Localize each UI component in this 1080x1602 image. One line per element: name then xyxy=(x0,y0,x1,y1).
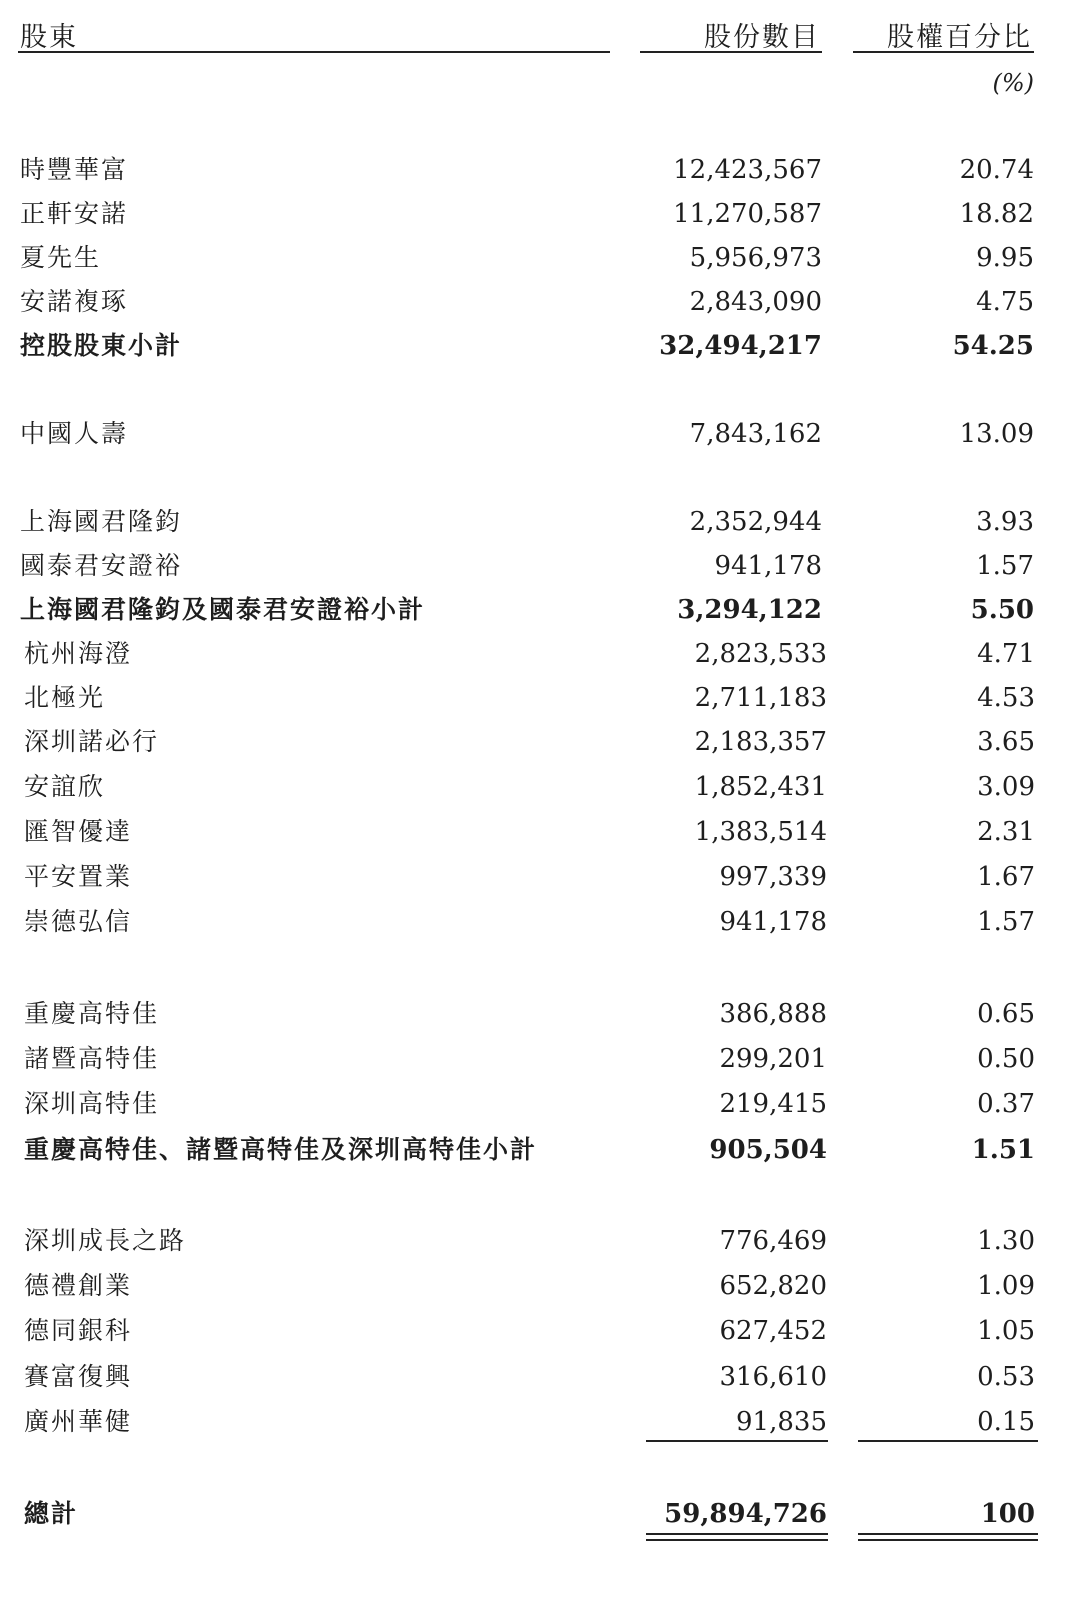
shareholder-name: 杭州海澄 xyxy=(24,639,133,668)
shareholder-name: 廣州華健 xyxy=(24,1407,133,1436)
subtotal-rule-percentage xyxy=(858,1440,1038,1442)
total-double-rule-shares-top xyxy=(646,1533,828,1535)
table-row xyxy=(0,194,1080,234)
shareholder-name: 德同銀科 xyxy=(24,1316,133,1345)
total-row xyxy=(0,1494,1080,1534)
percentage-value: 0.65 xyxy=(977,999,1035,1029)
table-row xyxy=(0,238,1080,278)
percentage-value: 4.71 xyxy=(977,639,1035,669)
shares-value: 2,352,944 xyxy=(689,507,822,537)
shareholder-name: 國泰君安證裕 xyxy=(20,551,183,580)
subtotal-shares: 3,294,122 xyxy=(677,595,822,625)
subtotal-row xyxy=(0,590,1080,630)
subtotal-row xyxy=(0,326,1080,366)
shareholder-name: 深圳諾必行 xyxy=(24,727,160,756)
percentage-value: 0.50 xyxy=(977,1044,1035,1074)
shareholder-name: 深圳高特佳 xyxy=(24,1089,160,1118)
percentage-value: 1.67 xyxy=(977,862,1035,892)
shareholder-name: 賽富復興 xyxy=(24,1362,133,1391)
percentage-value: 3.65 xyxy=(977,727,1035,757)
table-row xyxy=(0,1402,1080,1442)
shares-value: 12,423,567 xyxy=(673,155,822,185)
table-row xyxy=(0,150,1080,190)
table-row xyxy=(0,994,1080,1034)
shares-value: 1,852,431 xyxy=(694,772,827,802)
table-row xyxy=(0,1084,1080,1124)
shares-value: 2,843,090 xyxy=(689,287,822,317)
subtotal-rule-shares xyxy=(646,1440,828,1442)
shares-value: 2,711,183 xyxy=(694,683,827,713)
shareholder-name: 夏先生 xyxy=(20,243,102,272)
table-row xyxy=(0,1039,1080,1079)
table-row xyxy=(0,502,1080,542)
shareholder-name: 平安置業 xyxy=(24,862,133,891)
header-shares: 股份數目 xyxy=(704,22,820,53)
percentage-value: 9.95 xyxy=(976,243,1034,273)
shareholder-name: 中國人壽 xyxy=(20,419,129,448)
subtotal-percentage: 54.25 xyxy=(952,331,1034,361)
percentage-value: 0.53 xyxy=(977,1362,1035,1392)
shares-value: 776,469 xyxy=(719,1226,827,1256)
header-rule-shares xyxy=(640,51,822,53)
table-row xyxy=(0,282,1080,322)
total-double-rule-percentage-top xyxy=(858,1533,1038,1535)
table-row xyxy=(0,1221,1080,1261)
shareholder-name: 上海國君隆鈞 xyxy=(20,507,183,536)
table-row xyxy=(0,857,1080,897)
shares-value: 1,383,514 xyxy=(694,817,827,847)
percentage-unit: (%) xyxy=(992,69,1034,97)
percentage-value: 1.30 xyxy=(977,1226,1035,1256)
percentage-value: 4.75 xyxy=(976,287,1034,317)
table-row xyxy=(0,634,1080,674)
subtotal-percentage: 1.51 xyxy=(971,1135,1035,1165)
percentage-value: 0.37 xyxy=(977,1089,1035,1119)
table-row xyxy=(0,812,1080,852)
percentage-value: 0.15 xyxy=(977,1407,1035,1437)
shares-value: 941,178 xyxy=(719,907,827,937)
table-row xyxy=(0,902,1080,942)
percentage-value: 3.09 xyxy=(977,772,1035,802)
shareholder-name: 安諾複琢 xyxy=(20,287,129,316)
subtotal-row xyxy=(0,1130,1080,1170)
percentage-value: 3.93 xyxy=(976,507,1034,537)
shareholder-name: 諸暨高特佳 xyxy=(24,1044,160,1073)
table-row xyxy=(0,414,1080,454)
percentage-value: 1.57 xyxy=(976,551,1034,581)
percentage-value: 4.53 xyxy=(977,683,1035,713)
percentage-value: 2.31 xyxy=(977,817,1035,847)
shares-value: 5,956,973 xyxy=(689,243,822,273)
table-row xyxy=(0,722,1080,762)
percentage-value: 1.05 xyxy=(977,1316,1035,1346)
percentage-value: 13.09 xyxy=(959,419,1034,449)
shares-value: 219,415 xyxy=(719,1089,827,1119)
shareholder-name: 正軒安諾 xyxy=(20,199,129,228)
shares-value: 7,843,162 xyxy=(689,419,822,449)
shares-value: 627,452 xyxy=(719,1316,827,1346)
total-percentage: 100 xyxy=(980,1499,1035,1529)
shareholder-name: 德禮創業 xyxy=(24,1271,133,1300)
table-row xyxy=(0,1311,1080,1351)
shares-value: 11,270,587 xyxy=(673,199,822,229)
percentage-value: 18.82 xyxy=(959,199,1034,229)
total-name: 總計 xyxy=(24,1499,79,1528)
shares-value: 997,339 xyxy=(719,862,827,892)
shares-value: 299,201 xyxy=(719,1044,827,1074)
shareholder-name: 時豐華富 xyxy=(20,155,129,184)
shareholder-name: 北極光 xyxy=(24,683,106,712)
total-double-rule-shares-bottom xyxy=(646,1539,828,1541)
shares-value: 652,820 xyxy=(719,1271,827,1301)
shares-value: 316,610 xyxy=(719,1362,827,1392)
table-row xyxy=(0,1266,1080,1306)
total-shares: 59,894,726 xyxy=(664,1499,827,1529)
subtotal-name: 控股股東小計 xyxy=(20,331,183,360)
subtotal-shares: 32,494,217 xyxy=(659,331,822,361)
percentage-value: 20.74 xyxy=(959,155,1034,185)
header-percentage: 股權百分比 xyxy=(887,22,1032,53)
subtotal-percentage: 5.50 xyxy=(970,595,1034,625)
subtotal-shares: 905,504 xyxy=(709,1135,827,1165)
shareholder-name: 匯智優達 xyxy=(24,817,133,846)
shareholder-name: 安誼欣 xyxy=(24,772,106,801)
table-row xyxy=(0,767,1080,807)
shares-value: 2,183,357 xyxy=(694,727,827,757)
table-row xyxy=(0,1357,1080,1397)
table-row xyxy=(0,546,1080,586)
shareholder-name: 深圳成長之路 xyxy=(24,1226,187,1255)
percentage-value: 1.57 xyxy=(977,907,1035,937)
shares-value: 386,888 xyxy=(719,999,827,1029)
header-rule-shareholder xyxy=(18,51,610,53)
percentage-value: 1.09 xyxy=(977,1271,1035,1301)
shares-value: 2,823,533 xyxy=(694,639,827,669)
shares-value: 941,178 xyxy=(714,551,822,581)
shareholder-name: 崇德弘信 xyxy=(24,907,133,936)
subtotal-name: 重慶高特佳、諸暨高特佳及深圳高特佳小計 xyxy=(24,1135,538,1164)
shareholder-name: 重慶高特佳 xyxy=(24,999,160,1028)
header-rule-percentage xyxy=(853,51,1034,53)
total-double-rule-percentage-bottom xyxy=(858,1539,1038,1541)
header-shareholder: 股東 xyxy=(20,22,78,53)
shares-value: 91,835 xyxy=(736,1407,827,1437)
subtotal-name: 上海國君隆鈞及國泰君安證裕小計 xyxy=(20,595,426,624)
table-row xyxy=(0,678,1080,718)
